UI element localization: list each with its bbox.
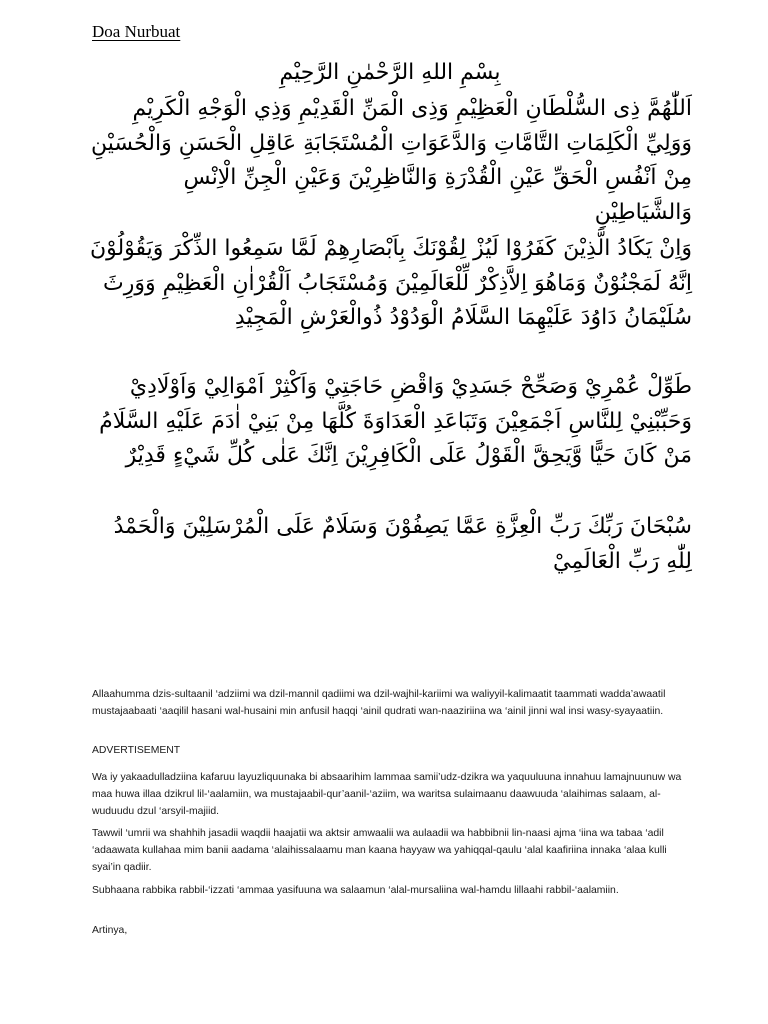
latin-paragraph-5: Artinya, [92,925,128,936]
document-title: Doa Nurbuat [92,22,181,41]
latin-paragraph-2: Wa iy yakaadulladziina kafaruu layuzliquunaka bi absaarihim lammaa samii’udz-dzikra wa yaquuluuna innahuu lamajnuunuw wa maa huwa illaa dzikrul lil-‘aalamiin, wa mustajaabil-qur’aanil-‘aziim, wa waritsa sulaimaanu daawuuda ‘alaihimas salaam, al-wuduudu dzul ‘arsyil-majiid. [92,772,682,817]
latin-paragraph-1: Allaahumma dzis-sultaanil ‘adziimi wa dzil-mannil qadiimi wa dzil-wajhil-kariimi wa waliyyil-kalimaatit taammati wadda’awaatil mustajaabaati ‘aaqilil hasani wal-husaini min anfusil haqqi ‘ainil qudrati wan-naaziriina wa ‘ainil jinni wal insi wasy-syayaatiin. [92,689,666,717]
arabic-paragraph-3: طَوِّلْ عُمْرِيْ وَصَحِّحْ جَسَدِيْ وَاقْضِ حَاجَتِيْ وَاَكْثِرْ اَمْوَالِيْ وَاَوْلَادِيْ وَحَبِّبْنِيْ لِلنَّاسِ اَجْمَعِيْنَ وَتَبَاعَدِ الْعَدَاوَةَ كُلَّهَا مِنْ بَنِيْ اٰدَمَ عَلَيْهِ السَّلَامُ مَنْ كَانَ حَيًّا وَّيَحِقَّ الْقَوْلُ عَلَى الْكَافِرِيْنَ اِنَّكَ عَلٰى كُلِّ شَيْءٍ قَدِيْرٌ [99,374,692,468]
arabic-paragraph-4: سُبْحَانَ رَبِّكَ رَبِّ الْعِزَّةِ عَمَّا يَصِفُوْنَ وَسَلَامٌ عَلَى الْمُرْسَلِيْنَ وَالْحَمْدُ لِلّٰهِ رَبِّ الْعَالَمِيْ [113,514,692,574]
latin-paragraph-3: Tawwil ‘umrii wa shahhih jasadii waqdii haajatii wa aktsir amwaalii wa aulaadii wa habbibnii lin-naasi ajma ‘iina wa tabaa ‘adil ‘adaawata kullahaa mim banii aadama ‘alaihissalaamu man kaana hayyaw wa yahiqqal-qaulu ‘alal kaafiriina innaka ‘alaa kulli syai’in qadiir. [92,828,667,873]
advertisement-label: ADVERTISEMENT [92,745,181,756]
arabic-paragraph-2: وَاِنْ يَكَادُ الَّذِيْنَ كَفَرُوْا لَيُزْ لِقُوْنَكَ بِاَبْصَارِهِمْ لَمَّا سَمِعُوا الذِّكْرَ وَيَقُوْلُوْنَ اِنَّهُ لَمَجْنُوْنٌ وَمَاهُوَ اِلاَّذِكْرٌ لِّلْعَالَمِيْنَ وَمُسْتَجَابُ اَلْقُرْاٰنِ الْعَظِيْمِ وَوَرِثَ سُلَيْمَانُ دَاوُدَ عَلَيْهِمَا السَّلَامُ الْوَدُوْدُ ذُوالْعَرْشِ الْمَجِيْدِ [89,236,692,330]
basmala: بِسْمِ اللهِ الرَّحْمٰنِ الرَّحِيْمِ [279,60,501,85]
arabic-paragraph-1: اَللّٰهُمَّ ذِى السُّلْطَانِ الْعَظِيْمِ وَذِى الْمَنِّ الْقَدِيْمِ وَذِي الْوَجْهِ الْكَرِيْمِ وَوَلِيِّ الْكَلِمَاتِ التَّامَّاتِ وَالدَّعَوَاتِ الْمُسْتَجَابَةِ عَاقِلِ الْحَسَنِ وَالْحُسَيْنِ مِنْ اَنْفُسِ الْحَقِّ عَيْنِ الْقُدْرَةِ وَالنَّاظِرِيْنَ وَعَيْنِ الْجِنِّ الْاِنْسِ وَالشَّيَاطِيْنِ [91,96,692,225]
latin-paragraph-4: Subhaana rabbika rabbil-‘izzati ‘ammaa yasifuuna wa salaamun ‘alal-mursaliina wal-hamdu lillaahi rabbil-‘aalamiin. [92,885,619,896]
